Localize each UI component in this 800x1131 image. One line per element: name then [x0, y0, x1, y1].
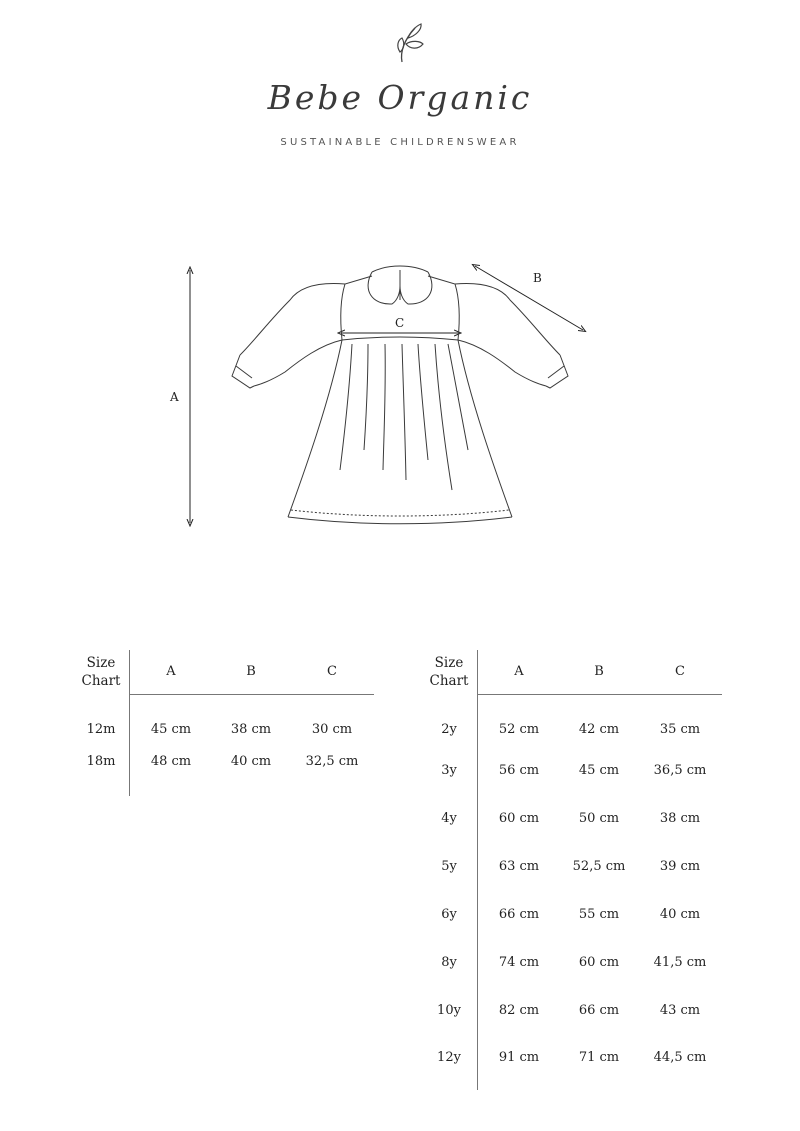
table-row [73, 694, 374, 746]
size-label: 4y [421, 794, 478, 842]
table-row [421, 986, 722, 1034]
table-row [421, 1034, 722, 1090]
measure-c-value: 40 cm [659, 906, 701, 922]
measure-a-value: 63 cm [498, 858, 540, 874]
size-label: 12y [421, 1034, 478, 1090]
size-chart-header: Size Chart [73, 650, 130, 694]
measure-c-value: 32,5 cm [305, 754, 359, 769]
table-row [421, 842, 722, 890]
measure-c-value: 39 cm [659, 858, 701, 874]
size-chart-header: Size Chart [421, 650, 478, 694]
table-row [421, 746, 722, 794]
measure-b-value: 50 cm [578, 810, 620, 826]
measure-c-value: 30 cm [311, 722, 353, 737]
measure-c-value: 44,5 cm [653, 1050, 707, 1065]
measure-b-value: 42 cm [578, 722, 620, 737]
column-header-c: C [290, 650, 374, 694]
measure-a-value: 60 cm [498, 810, 540, 826]
measure-b-value: 55 cm [578, 906, 620, 922]
measure-a-value: 48 cm [150, 754, 192, 769]
size-chart-table-infant [73, 650, 374, 796]
measure-c-value: 38 cm [659, 810, 701, 826]
column-header-a: A [478, 650, 561, 694]
measure-b-value: 40 cm [230, 754, 272, 769]
measure-a-label: A [170, 390, 179, 404]
size-label: 3y [421, 746, 478, 794]
measure-c-value: 35 cm [659, 722, 701, 737]
measure-b-value: 38 cm [230, 722, 272, 737]
measure-b-value: 45 cm [578, 762, 620, 778]
table-row [421, 938, 722, 986]
measure-c-label: C [395, 316, 405, 330]
measure-a-value: 56 cm [498, 762, 540, 778]
table-row [73, 746, 374, 796]
column-header-b: B [212, 650, 290, 694]
measure-b-label: B [533, 271, 542, 285]
size-label: 12m [73, 694, 130, 746]
size-label: 5y [421, 842, 478, 890]
measure-a-value: 82 cm [498, 1002, 540, 1018]
measure-c-value: 41,5 cm [653, 954, 707, 970]
measure-a-value: 52 cm [498, 722, 540, 737]
measure-a-value: 74 cm [498, 954, 540, 970]
measure-b-value: 66 cm [578, 1002, 620, 1018]
size-label: 8y [421, 938, 478, 986]
table-row [421, 890, 722, 938]
measure-a-value: 91 cm [498, 1050, 540, 1065]
column-header-a: A [130, 650, 213, 694]
measure-a-value: 66 cm [498, 906, 540, 922]
size-label: 18m [73, 746, 130, 796]
table-row [421, 794, 722, 842]
brand-tagline: SUSTAINABLE CHILDRENSWEAR [280, 137, 520, 148]
brand-name: Bebe Organic [267, 78, 533, 117]
size-label: 6y [421, 890, 478, 938]
size-label: 10y [421, 986, 478, 1034]
measure-c-value: 43 cm [659, 1002, 701, 1018]
measure-b-value: 52,5 cm [572, 858, 626, 874]
size-label: 2y [421, 694, 478, 746]
measure-b-value: 71 cm [578, 1050, 620, 1065]
size-chart-table-child [421, 650, 722, 1090]
measure-b-value: 60 cm [578, 954, 620, 970]
measure-c-value: 36,5 cm [653, 762, 707, 778]
column-header-b: B [560, 650, 638, 694]
column-header-c: C [638, 650, 722, 694]
table-row [421, 694, 722, 746]
dress-outline [232, 266, 568, 524]
measure-a-value: 45 cm [150, 722, 192, 737]
